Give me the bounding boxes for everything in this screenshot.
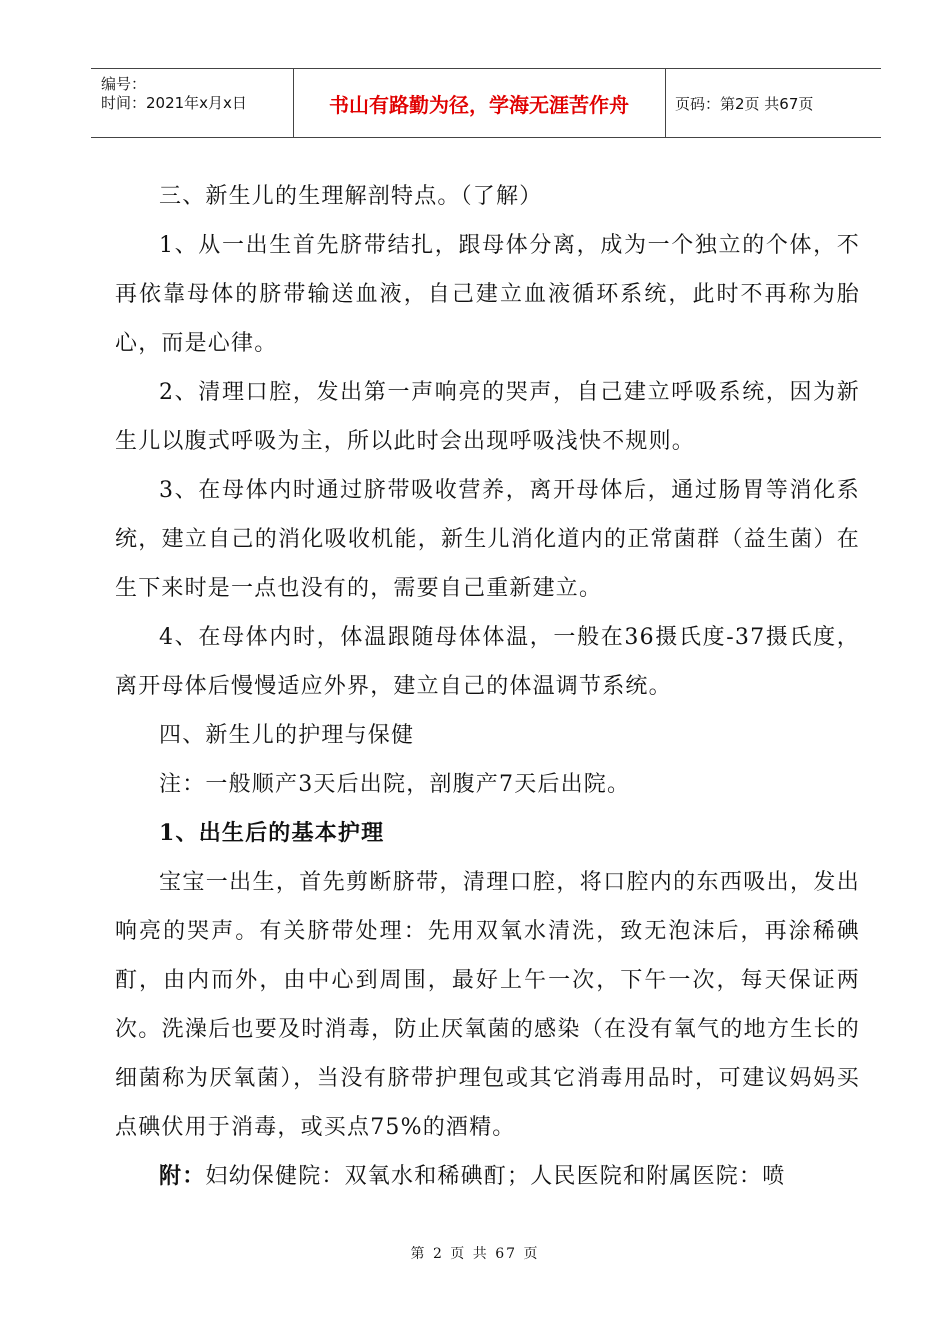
paragraph-5: 宝宝一出生，首先剪断脐带，清理口腔，将口腔内的东西吸出，发出响亮的哭声。有关脐带处理：先用双氧水清洗，致无泡沫后，再涂稀碘酊，由内而外，由中心到周围，最好上午一次，下午一次，每天保证两次。洗澡后也要及时消毒，防止厌氧菌的感染（在没有氧气的地方生长的细菌称为厌氧菌），当没有脐带护理包或其它消毒用品时，可建议妈妈买点碘伏用于消毒，或买点75%的酒精。 bbox=[115, 870, 860, 1140]
appendix-text: 妇幼保健院：双氧水和稀碘酊；人民医院和附属医院：喷 bbox=[205, 1164, 786, 1189]
appendix-paragraph bbox=[115, 1152, 860, 1201]
code-label: 编号： bbox=[101, 75, 147, 93]
paragraph-2: 2、清理口腔，发出第一声响亮的哭声，自己建立呼吸系统，因为新生儿以腹式呼吸为主，所以此时会出现呼吸浅快不规则。 bbox=[115, 380, 860, 454]
page-footer: 第 2 页 共 67 页 bbox=[410, 1246, 540, 1262]
header-divider bbox=[665, 69, 666, 137]
paragraph-1: 1、从一出生首先脐带结扎，跟母体分离，成为一个独立的个体，不再依靠母体的脐带输送血液，自己建立血液循环系统，此时不再称为胎心，而是心律。 bbox=[115, 233, 860, 356]
section-3-title: 三、新生儿的生理解剖特点。（了解） bbox=[159, 184, 543, 209]
document-header bbox=[91, 68, 881, 138]
paragraph-4: 4、在母体内时，体温跟随母体体温，一般在36摄氏度-37摄氏度，离开母体后慢慢适应外界，建立自己的体温调节系统。 bbox=[115, 625, 860, 699]
header-motto: 书山有路勤为径，学海无涯苦作舟 bbox=[329, 92, 629, 117]
note-paragraph: 注：一般顺产3天后出院，剖腹产7天后出院。 bbox=[159, 772, 631, 797]
time-label: 时间：2021年x月x日 bbox=[101, 94, 247, 112]
header-page-info: 页码：第2页 共67页 bbox=[675, 94, 814, 113]
paragraph-3: 3、在母体内时通过脐带吸收营养，离开母体后，通过肠胃等消化系统，建立自己的消化吸收机能，新生儿消化道内的正常菌群（益生菌）在生下来时是一点也没有的，需要自己重新建立。 bbox=[115, 478, 860, 601]
section-4-title: 四、新生儿的护理与保健 bbox=[159, 723, 415, 748]
document-body bbox=[115, 172, 860, 1201]
header-meta bbox=[101, 75, 291, 113]
subsection-1-title: 1、出生后的基本护理 bbox=[159, 820, 385, 846]
appendix-label: 附： bbox=[159, 1163, 206, 1189]
